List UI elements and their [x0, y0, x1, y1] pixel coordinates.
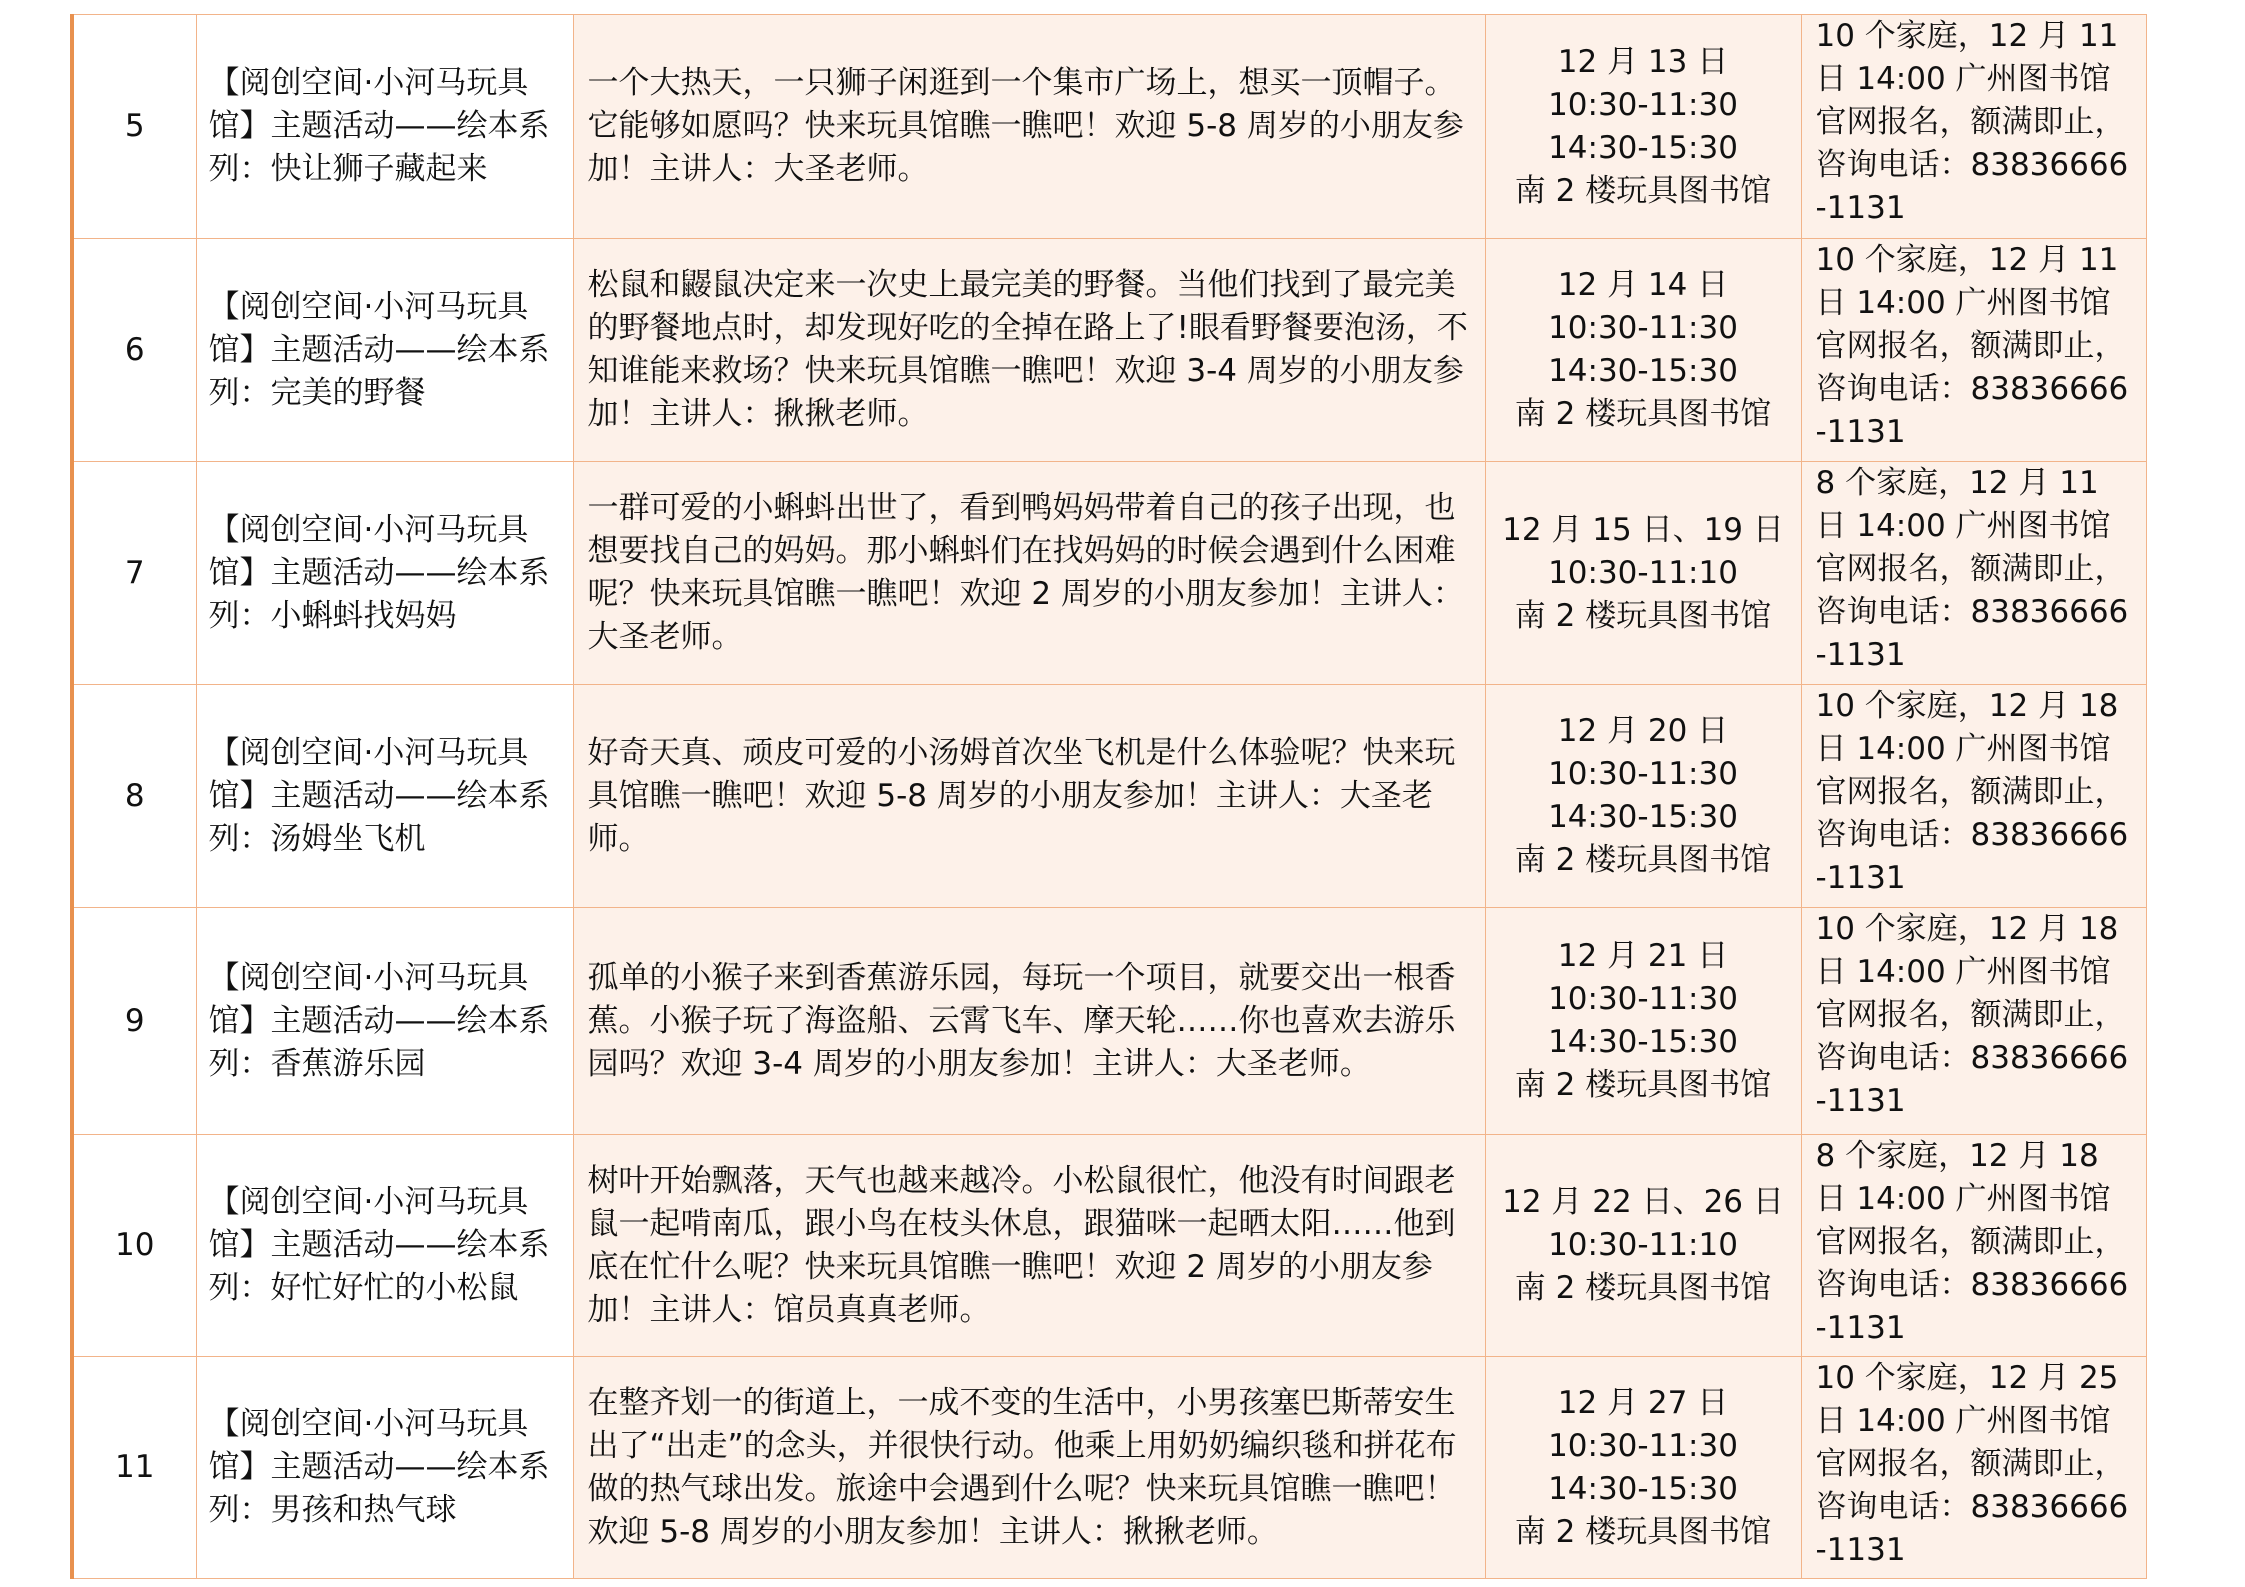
- time-location-line: 10:30-11:30: [1548, 310, 1738, 346]
- registration-info-text: 8 个家庭，12 月 18 日 14:00 广州图书馆官网报名，额满即止，咨询电话：83836666-1131: [1815, 1138, 2129, 1346]
- activity-description-cell: 孤单的小猴子来到香蕉游乐园，每玩一个项目，就要交出一根香蕉。小猴子玩了海盗船、云霄飞车、摩天轮……你也喜欢去游乐园吗？欢迎 3-4 周岁的小朋友参加！主讲人：大圣老师。: [573, 908, 1485, 1135]
- registration-info-cell: [1801, 1357, 2146, 1579]
- time-location-line: 14:30-15:30: [1548, 1024, 1738, 1060]
- activity-title-cell: 【阅创空间·小河马玩具馆】主题活动——绘本系列：汤姆坐飞机: [196, 685, 573, 908]
- table-row: [72, 15, 2146, 239]
- registration-info-cell: [1801, 1135, 2146, 1357]
- row-number-cell: 7: [72, 462, 196, 685]
- time-location-cell: [1485, 1357, 1801, 1579]
- time-location-line: 12 月 27 日: [1557, 1384, 1729, 1421]
- time-location-cell: [1485, 462, 1801, 685]
- time-location-line: 10:30-11:10: [1548, 554, 1738, 591]
- activity-title-cell: 【阅创空间·小河马玩具馆】主题活动——绘本系列：快让狮子藏起来: [196, 15, 573, 239]
- time-location-cell: [1485, 1135, 1801, 1357]
- time-location-line: 12 月 13 日: [1557, 43, 1729, 80]
- time-location-line: 南 2 楼玩具图书馆: [1514, 396, 1772, 432]
- registration-info-text: 10 个家庭，12 月 18 日 14:00 广州图书馆官网报名，额满即止，咨询电话：83836666-1131: [1815, 911, 2129, 1119]
- row-number-cell: 9: [72, 908, 196, 1135]
- registration-info-cell: [1801, 239, 2146, 462]
- table-row: [72, 462, 2146, 685]
- time-location-cell: [1485, 239, 1801, 462]
- time-location-cell: [1485, 685, 1801, 908]
- time-location-line: 14:30-15:30: [1548, 799, 1738, 835]
- row-number-cell: 10: [72, 1135, 196, 1357]
- time-location-line: 12 月 15 日、19 日: [1502, 511, 1784, 548]
- time-location-line: 南 2 楼玩具图书馆: [1514, 172, 1772, 209]
- activity-title-cell: 【阅创空间·小河马玩具馆】主题活动——绘本系列：小蝌蚪找妈妈: [196, 462, 573, 685]
- activity-title-cell: 【阅创空间·小河马玩具馆】主题活动——绘本系列：完美的野餐: [196, 239, 573, 462]
- time-location-line: 12 月 21 日: [1557, 938, 1729, 974]
- activity-description-cell: 好奇天真、顽皮可爱的小汤姆首次坐飞机是什么体验呢？快来玩具馆瞧一瞧吧！欢迎 5-8 周岁的小朋友参加！主讲人：大圣老师。: [573, 685, 1485, 908]
- activity-title-cell: 【阅创空间·小河马玩具馆】主题活动——绘本系列：好忙好忙的小松鼠: [196, 1135, 573, 1357]
- activity-description-cell: 在整齐划一的街道上，一成不变的生活中，小男孩塞巴斯蒂安生出了“出走”的念头，并很快行动。他乘上用奶奶编织毯和拼花布做的热气球出发。旅途中会遇到什么呢？快来玩具馆瞧一瞧吧！欢迎 5-8 周岁的小朋友参加！主讲人：揪揪老师。: [573, 1357, 1485, 1579]
- time-location-line: 14:30-15:30: [1548, 353, 1738, 389]
- time-location-line: 12 月 14 日: [1557, 267, 1729, 303]
- time-location-cell: [1485, 908, 1801, 1135]
- time-location-line: 10:30-11:30: [1548, 981, 1738, 1017]
- time-location-line: 12 月 22 日、26 日: [1502, 1184, 1784, 1220]
- table-row: [72, 685, 2146, 908]
- time-location-line: 10:30-11:30: [1548, 1427, 1738, 1464]
- time-location-line: 南 2 楼玩具图书馆: [1514, 597, 1772, 634]
- table-row: [72, 239, 2146, 462]
- row-number-cell: 5: [72, 15, 196, 239]
- table-body: [72, 15, 2146, 1579]
- time-location-line: 南 2 楼玩具图书馆: [1514, 1067, 1772, 1103]
- row-number-cell: 8: [72, 685, 196, 908]
- activity-title-cell: 【阅创空间·小河马玩具馆】主题活动——绘本系列：男孩和热气球: [196, 1357, 573, 1579]
- table-row: [72, 1357, 2146, 1579]
- registration-info-text: 10 个家庭，12 月 18 日 14:00 广州图书馆官网报名，额满即止，咨询电话：83836666-1131: [1815, 688, 2129, 896]
- activity-description-cell: 树叶开始飘落，天气也越来越冷。小松鼠很忙，他没有时间跟老鼠一起啃南瓜，跟小鸟在枝头休息，跟猫咪一起晒太阳……他到底在忙什么呢？快来玩具馆瞧一瞧吧！欢迎 2 周岁的小朋友参加！主讲人：馆员真真老师。: [573, 1135, 1485, 1357]
- time-location-line: 南 2 楼玩具图书馆: [1514, 842, 1772, 878]
- row-number-cell: 11: [72, 1357, 196, 1579]
- activity-description-cell: 松鼠和鼹鼠决定来一次史上最完美的野餐。当他们找到了最完美的野餐地点时，却发现好吃的全掉在路上了!眼看野餐要泡汤，不知谁能来救场？快来玩具馆瞧一瞧吧！欢迎 3-4 周岁的小朋友参加！主讲人：揪揪老师。: [573, 239, 1485, 462]
- registration-info-text: 10 个家庭，12 月 25 日 14:00 广州图书馆官网报名，额满即止，咨询电话：83836666-1131: [1815, 1360, 2129, 1568]
- registration-info-cell: [1801, 462, 2146, 685]
- table-row: [72, 1135, 2146, 1357]
- registration-info-cell: [1801, 908, 2146, 1135]
- time-location-cell: [1485, 15, 1801, 239]
- time-location-line: 14:30-15:30: [1548, 129, 1738, 166]
- table-row: [72, 908, 2146, 1135]
- activity-description-cell: 一个大热天，一只狮子闲逛到一个集市广场上，想买一顶帽子。它能够如愿吗？快来玩具馆瞧一瞧吧！欢迎 5-8 周岁的小朋友参加！主讲人：大圣老师。: [573, 15, 1485, 239]
- time-location-line: 14:30-15:30: [1548, 1470, 1738, 1507]
- registration-info-text: 10 个家庭，12 月 11 日 14:00 广州图书馆官网报名，额满即止，咨询电话：83836666-1131: [1815, 242, 2129, 450]
- activity-description-cell: 一群可爱的小蝌蚪出世了，看到鸭妈妈带着自己的孩子出现，也想要找自己的妈妈。那小蝌蚪们在找妈妈的时候会遇到什么困难呢？快来玩具馆瞧一瞧吧！欢迎 2 周岁的小朋友参加！主讲人：大圣老师。: [573, 462, 1485, 685]
- registration-info-cell: [1801, 15, 2146, 239]
- event-schedule-table: [70, 14, 2147, 1579]
- time-location-line: 南 2 楼玩具图书馆: [1514, 1513, 1772, 1550]
- row-number-cell: 6: [72, 239, 196, 462]
- time-location-line: 10:30-11:30: [1548, 86, 1738, 123]
- time-location-line: 12 月 20 日: [1557, 713, 1729, 749]
- time-location-line: 10:30-11:30: [1548, 756, 1738, 792]
- event-schedule-table-wrapper: [70, 14, 2144, 1579]
- registration-info-text: 8 个家庭，12 月 11 日 14:00 广州图书馆官网报名，额满即止，咨询电话：83836666-1131: [1815, 465, 2129, 673]
- time-location-line: 10:30-11:10: [1548, 1227, 1738, 1263]
- registration-info-cell: [1801, 685, 2146, 908]
- activity-title-cell: 【阅创空间·小河马玩具馆】主题活动——绘本系列：香蕉游乐园: [196, 908, 573, 1135]
- registration-info-text: 10 个家庭，12 月 11 日 14:00 广州图书馆官网报名，额满即止，咨询电话：83836666-1131: [1815, 18, 2129, 226]
- time-location-line: 南 2 楼玩具图书馆: [1514, 1270, 1772, 1306]
